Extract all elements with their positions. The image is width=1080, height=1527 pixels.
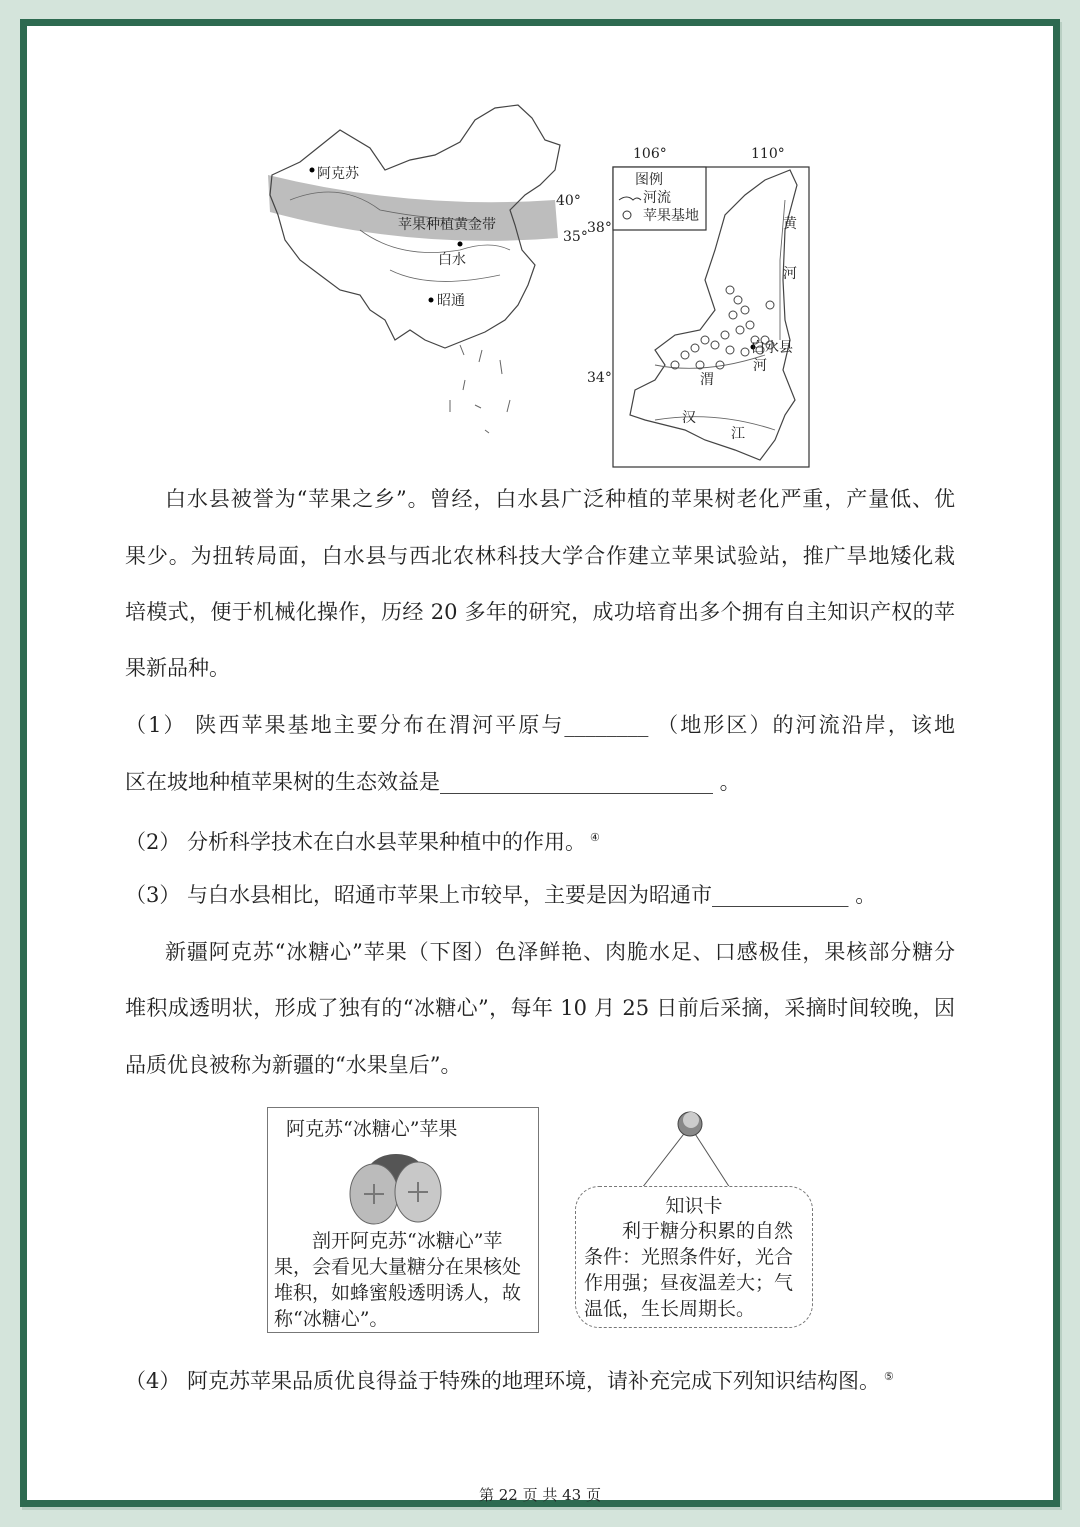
river-huang-label: 黄 [783,216,797,232]
lon-106-label: 106° [633,146,667,162]
apple-base-markers [671,286,774,369]
legend-title: 图例 [635,172,663,188]
baishuixian-label: 白水县 [751,340,793,356]
paragraph-line: 堆积成透明状，形成了独有的“冰糖心”，每年 10 月 25 日前后采摘，采摘时间较晚，因 [125,996,955,1020]
lat-35-label: 35° [563,229,588,245]
akesu-label: 阿克苏 [317,166,359,182]
akesu-dot [310,168,315,173]
shaanxi-map [585,140,815,470]
han-label: 汉 [682,410,696,426]
paragraph-line: 果新品种。 [125,656,230,680]
knowledge-card-body: 利于糖分积累的自然条件：光照条件好，光合作用强；昼夜温差大；气温低，生长周期长。 [584,1220,794,1320]
apple-card-title: 阿克苏“冰糖心”苹果 [286,1118,458,1140]
paragraph-line: 果少。为扭转局面，白水县与西北农林科技大学合作建立苹果试验站，推广旱地矮化栽 [125,544,955,568]
question-4-text: （4） 阿克苏苹果品质优良得益于特殊的地理环境，请补充完成下列知识结构图。 [125,1369,881,1393]
question-2-text: （2） 分析科学技术在白水县苹果种植中的作用。 [125,830,587,854]
question-1-line: （1） 陕西苹果基地主要分布在渭河平原与________ （地形区）的河流沿岸，该地 [125,713,955,737]
question-2-mark: ④ [590,831,600,844]
lat-38-label: 38° [587,220,612,236]
question-4 [125,1363,955,1395]
zhaotong-label: 昭通 [437,293,465,309]
jiang-label: 江 [731,426,745,442]
page-number: 第 22 页 共 43 页 [478,1486,601,1504]
legend-river: 河流 [643,190,671,206]
south-sea-islands [450,345,510,433]
knowledge-card-title: 知识卡 [665,1195,723,1217]
baishui-dot [458,242,463,247]
paragraph-line: 品质优良被称为新疆的“水果皇后”。 [125,1053,462,1077]
pin-icon [630,1108,750,1190]
zhaotong-dot [429,298,434,303]
question-3: （3） 与白水县相比，昭通市苹果上市较早，主要是因为昭通市_____________ 。 [125,883,877,907]
china-map [260,100,590,470]
apple-card-body: 剖开阿克苏“冰糖心”苹果，会看见大量糖分在果核处堆积，如蜂蜜般透明诱人，故称“冰糖心”。 [274,1230,522,1330]
belt-label: 苹果种植黄金带 [398,217,496,233]
legend-apple: 苹果基地 [643,208,699,224]
paragraph-line: 培模式，便于机械化操作，历经 20 多年的研究，成功培育出多个拥有自主知识产权的苹 [125,600,955,624]
question-2 [125,824,955,856]
lon-110-label: 110° [751,146,785,162]
lat-34-label: 34° [587,370,612,386]
question-4-mark: ⑤ [884,1370,894,1383]
lat-40-label: 40° [556,193,581,209]
paragraph-line: 白水县被誉为“苹果之乡”。曾经，白水县广泛种植的苹果树老化严重，产量低、优 [165,487,955,511]
paragraph-line: 新疆阿克苏“冰糖心”苹果（下图）色泽鲜艳、肉脆水足、口感极佳，果核部分糖分 [165,940,955,964]
knowledge-card [575,1186,813,1328]
wei-he-label: 河 [753,358,767,374]
apple-card [267,1107,539,1333]
baishui-label: 白水 [438,252,466,268]
question-1-line: 区在坡地种植苹果树的生态效益是__________________________ 。 [125,770,741,794]
wei-label: 渭 [700,372,714,388]
apple-image [346,1146,446,1226]
river-he-label: 河 [783,266,797,282]
